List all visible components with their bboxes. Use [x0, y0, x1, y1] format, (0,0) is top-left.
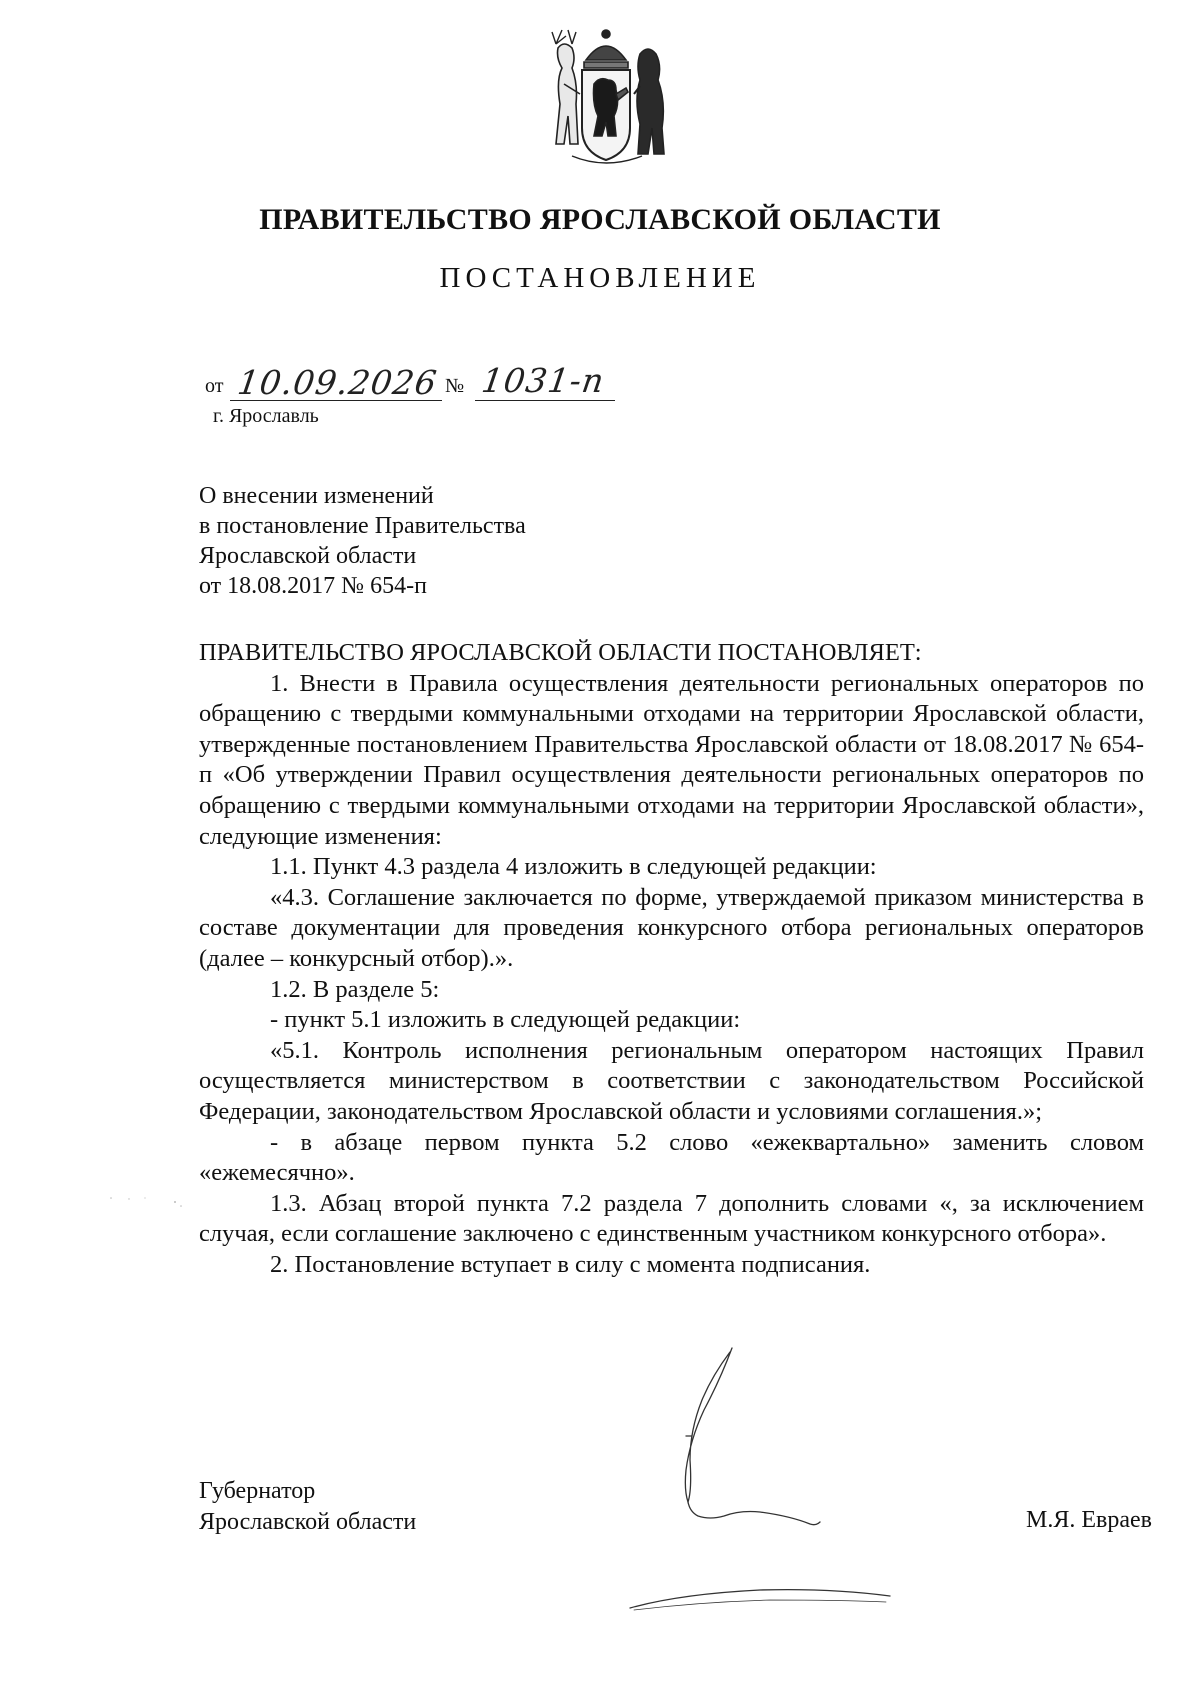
signatory-position — [199, 1476, 416, 1538]
subject-line: Ярославской области — [199, 543, 417, 569]
paragraph-1-2-a: - пункт 5.1 изложить в следующей редакции: — [270, 1006, 741, 1034]
paragraph-1-1-text: «4.3. Соглашение заключается по форме, утверждаемой приказом министерства в составе документации для проведения конкурсного отбора региональных операторов (далее – конкурсный отбор).». — [199, 883, 1144, 972]
city-label: г. Ярославль — [213, 405, 319, 427]
subject-line: в постановление Правительства — [199, 513, 526, 539]
number-sign: № — [445, 375, 465, 397]
paragraph-1-2-b: - в абзаце первом пункта 5.2 слово «ежеквартально» заменить словом «ежемесячно». — [199, 1128, 1144, 1187]
handwritten-date: 10.09.2026 — [235, 363, 440, 402]
document-type: ПОСТАНОВЛЕНИЕ — [439, 262, 761, 294]
paragraph-1: 1. Внести в Правила осуществления деятельности региональных операторов по обращению с твердыми коммунальными отходами на территории Ярославской области, утвержденные постановлением Правительства Ярославской области от 18.08.2017 № 654-п «Об утверждении Правил осуществления деятельности региональных операторов по обращению с твердыми коммунальными отходами на территории Ярославской области», следующие изменения: — [199, 669, 1144, 850]
date-prefix: от — [205, 375, 224, 397]
handwritten-signature — [620, 1340, 900, 1630]
coat-of-arms-emblem — [542, 24, 670, 174]
signatory-position-line: Ярославской области — [199, 1509, 417, 1535]
paragraph-1-3: 1.3. Абзац второй пункта 7.2 раздела 7 дополнить словами «, за исключением случая, если соглашение заключено с единственным участником конкурсного отбора». — [199, 1189, 1144, 1248]
government-title: ПРАВИТЕЛЬСТВО ЯРОСЛАВСКОЙ ОБЛАСТИ — [259, 203, 941, 236]
number-underline — [475, 400, 615, 401]
scan-noise — [105, 1192, 195, 1212]
subject-line: от 18.08.2017 № 654-п — [199, 573, 427, 599]
paragraph-1-1: 1.1. Пункт 4.3 раздела 4 изложить в следующей редакции: — [270, 853, 877, 881]
paragraph-1-2: 1.2. В разделе 5: — [270, 975, 440, 1003]
signatory-name: М.Я. Евраев — [1026, 1507, 1152, 1533]
date-number-line — [205, 361, 625, 405]
handwritten-number: 1031-п — [479, 361, 608, 400]
paragraph-2: 2. Постановление вступает в силу с момента подписания. — [270, 1250, 871, 1278]
subject-line: О внесении изменений — [199, 483, 434, 509]
document-subject — [199, 481, 526, 601]
resolution-heading: ПРАВИТЕЛЬСТВО ЯРОСЛАВСКОЙ ОБЛАСТИ ПОСТАНОВЛЯЕТ: — [199, 639, 922, 666]
signatory-position-line: Губернатор — [199, 1478, 316, 1504]
document-body — [199, 638, 1144, 1280]
paragraph-1-2-a-text: «5.1. Контроль исполнения региональным оператором настоящих Правил осуществляется министерством в соответствии с законодательством Российской Федерации, законодательством Ярославской области и условиями соглашения.»; — [199, 1036, 1144, 1125]
